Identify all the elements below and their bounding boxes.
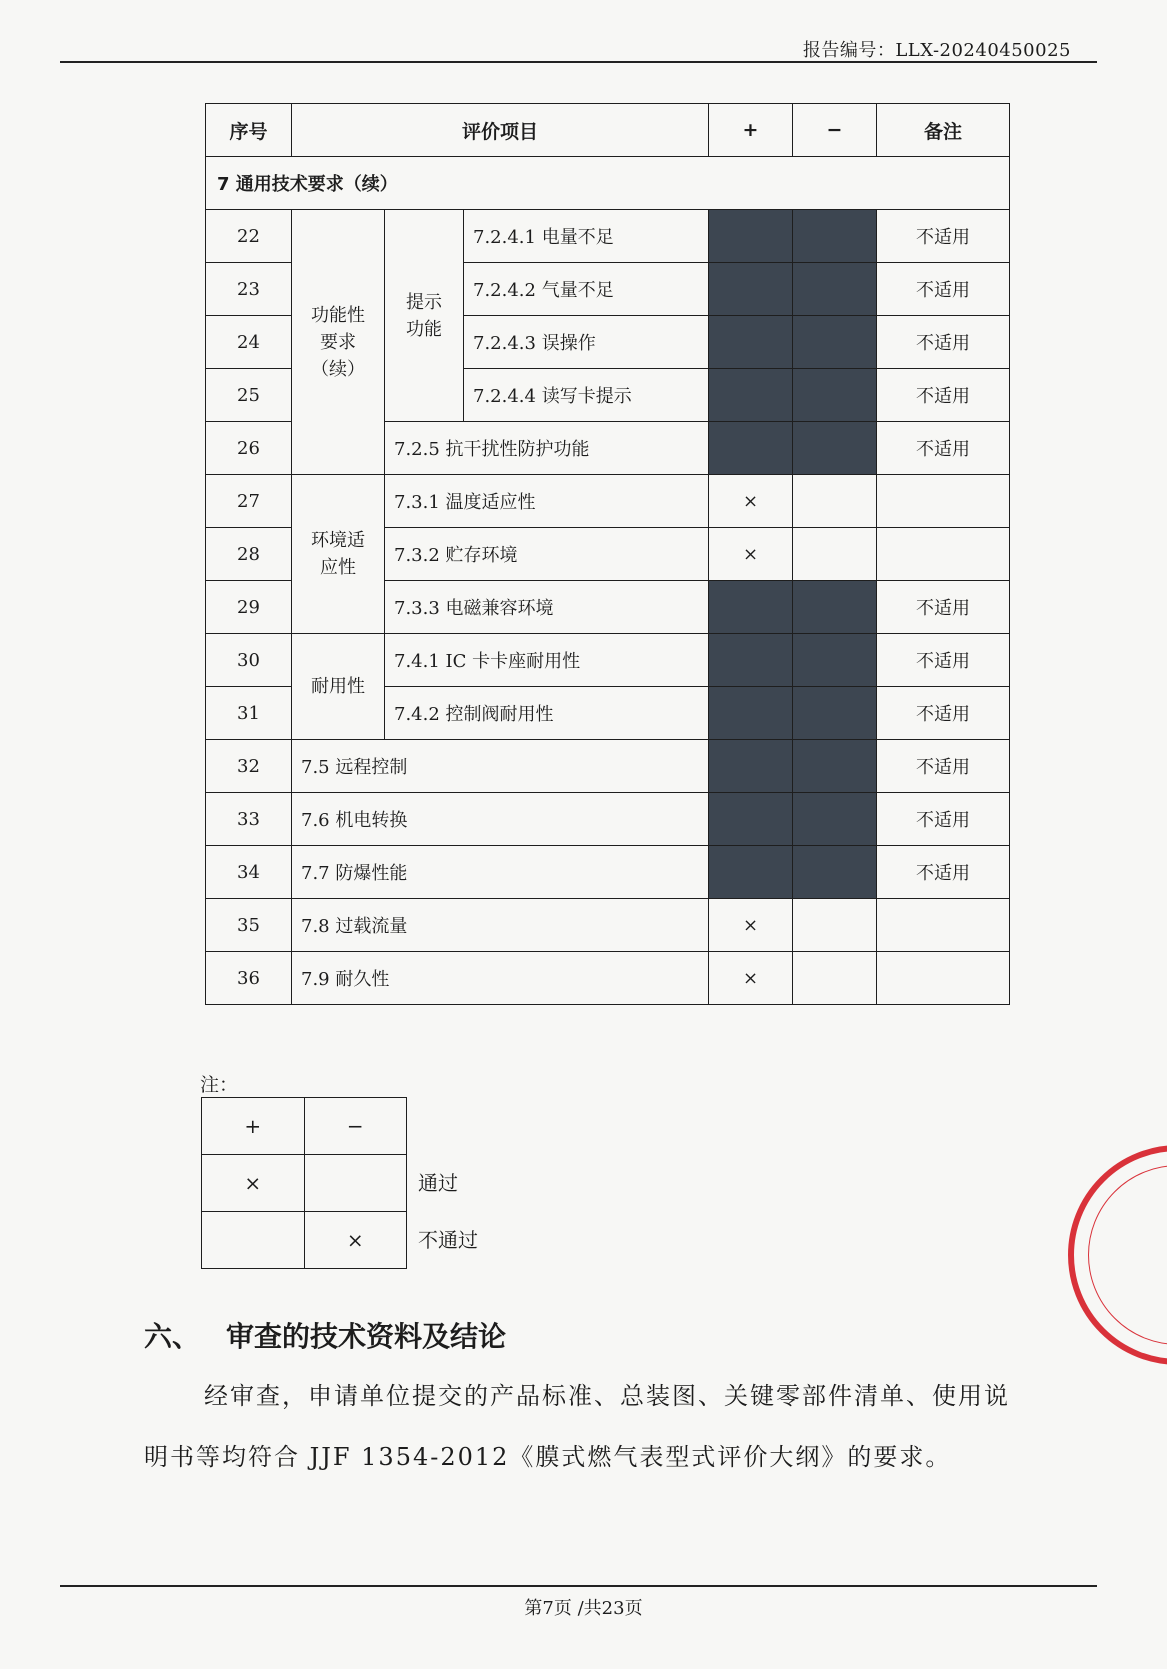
header-divider [60, 61, 1097, 63]
row-minus [793, 740, 877, 793]
header-plus: + [709, 104, 793, 157]
row-no: 31 [206, 687, 292, 740]
table-row [206, 634, 1010, 687]
row-plus [709, 634, 793, 687]
row-remark: 不适用 [877, 422, 1010, 475]
row-remark: 不适用 [877, 793, 1010, 846]
legend-pass-row [202, 1155, 407, 1212]
row-plus [709, 316, 793, 369]
row-plus [709, 263, 793, 316]
row-item: 7.2.5 抗干扰性防护功能 [385, 422, 709, 475]
row-no: 32 [206, 740, 292, 793]
row-plus [709, 846, 793, 899]
section-number: 六、 [144, 1320, 201, 1353]
section-heading [144, 1315, 506, 1355]
note-label: 注： [200, 1074, 239, 1096]
conclusion-line-1: 经审查，申请单位提交的产品标准、总装图、关键零部件清单、使用说 [204, 1382, 1010, 1410]
table-row [206, 793, 1010, 846]
row-remark [877, 475, 1010, 528]
row-no: 36 [206, 952, 292, 1005]
row-remark: 不适用 [877, 263, 1010, 316]
section-title: 审查的技术资料及结论 [226, 1320, 507, 1353]
row-no: 33 [206, 793, 292, 846]
legend-pass-empty [304, 1155, 407, 1212]
report-number: 报告编号：LLX-20240450025 [802, 40, 1071, 61]
table-row [206, 475, 1010, 528]
row-minus [793, 263, 877, 316]
row-no: 24 [206, 316, 292, 369]
row-minus [793, 581, 877, 634]
legend-fail-text: 不通过 [418, 1228, 478, 1252]
row-minus [793, 846, 877, 899]
row-remark: 不适用 [877, 369, 1010, 422]
row-minus [793, 210, 877, 263]
footer-divider [60, 1585, 1097, 1587]
row-item: 7.8 过载流量 [292, 899, 709, 952]
table-header-row [206, 104, 1010, 157]
legend-pass-mark: × [202, 1155, 305, 1212]
row-item: 7.2.4.3 误操作 [464, 316, 709, 369]
row-minus [793, 634, 877, 687]
row-remark [877, 952, 1010, 1005]
table-row [206, 899, 1010, 952]
row-no: 26 [206, 422, 292, 475]
official-seal-inner-ring [1088, 1165, 1167, 1345]
row-remark: 不适用 [877, 210, 1010, 263]
table-row [206, 846, 1010, 899]
row-minus [793, 687, 877, 740]
row-item: 7.3.1 温度适应性 [385, 475, 709, 528]
row-minus [793, 369, 877, 422]
row-minus [793, 475, 877, 528]
page-number: 第7页 /共23页 [524, 1598, 643, 1619]
row-no: 27 [206, 475, 292, 528]
table-row [206, 952, 1010, 1005]
table-row [206, 740, 1010, 793]
header-minus: − [793, 104, 877, 157]
section-row [206, 157, 1010, 210]
row-remark: 不适用 [877, 846, 1010, 899]
legend-table [201, 1097, 407, 1269]
row-item: 7.2.4.4 读写卡提示 [464, 369, 709, 422]
row-minus [793, 793, 877, 846]
row-item: 7.4.1 IC 卡卡座耐用性 [385, 634, 709, 687]
row-no: 25 [206, 369, 292, 422]
category-prompt: 提示功能 [385, 210, 464, 422]
category-environment: 环境适应性 [292, 475, 385, 634]
row-plus [709, 210, 793, 263]
row-remark: 不适用 [877, 634, 1010, 687]
row-no: 35 [206, 899, 292, 952]
legend-fail-row [202, 1212, 407, 1269]
row-plus: × [709, 899, 793, 952]
row-minus [793, 316, 877, 369]
row-no: 30 [206, 634, 292, 687]
row-plus [709, 793, 793, 846]
row-item: 7.2.4.2 气量不足 [464, 263, 709, 316]
row-no: 29 [206, 581, 292, 634]
row-plus [709, 740, 793, 793]
row-item: 7.3.2 贮存环境 [385, 528, 709, 581]
row-remark: 不适用 [877, 316, 1010, 369]
row-no: 23 [206, 263, 292, 316]
row-remark [877, 528, 1010, 581]
row-remark: 不适用 [877, 740, 1010, 793]
row-plus [709, 687, 793, 740]
table-row [206, 210, 1010, 263]
row-item: 7.9 耐久性 [292, 952, 709, 1005]
row-minus [793, 422, 877, 475]
row-no: 34 [206, 846, 292, 899]
legend-fail-mark: × [304, 1212, 407, 1269]
row-minus [793, 528, 877, 581]
row-remark [877, 899, 1010, 952]
section-title-cell: 7 通用技术要求（续） [206, 157, 1010, 210]
header-item: 评价项目 [292, 104, 709, 157]
header-no: 序号 [206, 104, 292, 157]
row-item: 7.4.2 控制阀耐用性 [385, 687, 709, 740]
category-durability: 耐用性 [292, 634, 385, 740]
legend-plus-header: + [202, 1098, 305, 1155]
row-remark: 不适用 [877, 687, 1010, 740]
row-item: 7.6 机电转换 [292, 793, 709, 846]
row-plus [709, 581, 793, 634]
row-remark: 不适用 [877, 581, 1010, 634]
legend-header-row [202, 1098, 407, 1155]
row-item: 7.3.3 电磁兼容环境 [385, 581, 709, 634]
legend-fail-empty [202, 1212, 305, 1269]
category-function: 功能性要求（续） [292, 210, 385, 475]
row-plus: × [709, 952, 793, 1005]
row-plus [709, 369, 793, 422]
row-plus [709, 422, 793, 475]
row-no: 22 [206, 210, 292, 263]
legend-minus-header: − [304, 1098, 407, 1155]
official-seal [1068, 1145, 1167, 1365]
row-item: 7.5 远程控制 [292, 740, 709, 793]
header-remark: 备注 [877, 104, 1010, 157]
row-item: 7.7 防爆性能 [292, 846, 709, 899]
row-minus [793, 952, 877, 1005]
row-plus: × [709, 475, 793, 528]
conclusion-line-2: 明书等均符合 JJF 1354-2012《膜式燃气表型式评价大纲》的要求。 [144, 1443, 952, 1471]
row-plus: × [709, 528, 793, 581]
legend-pass-text: 通过 [418, 1171, 458, 1195]
row-minus [793, 899, 877, 952]
evaluation-table [205, 103, 1010, 1005]
row-item: 7.2.4.1 电量不足 [464, 210, 709, 263]
row-no: 28 [206, 528, 292, 581]
